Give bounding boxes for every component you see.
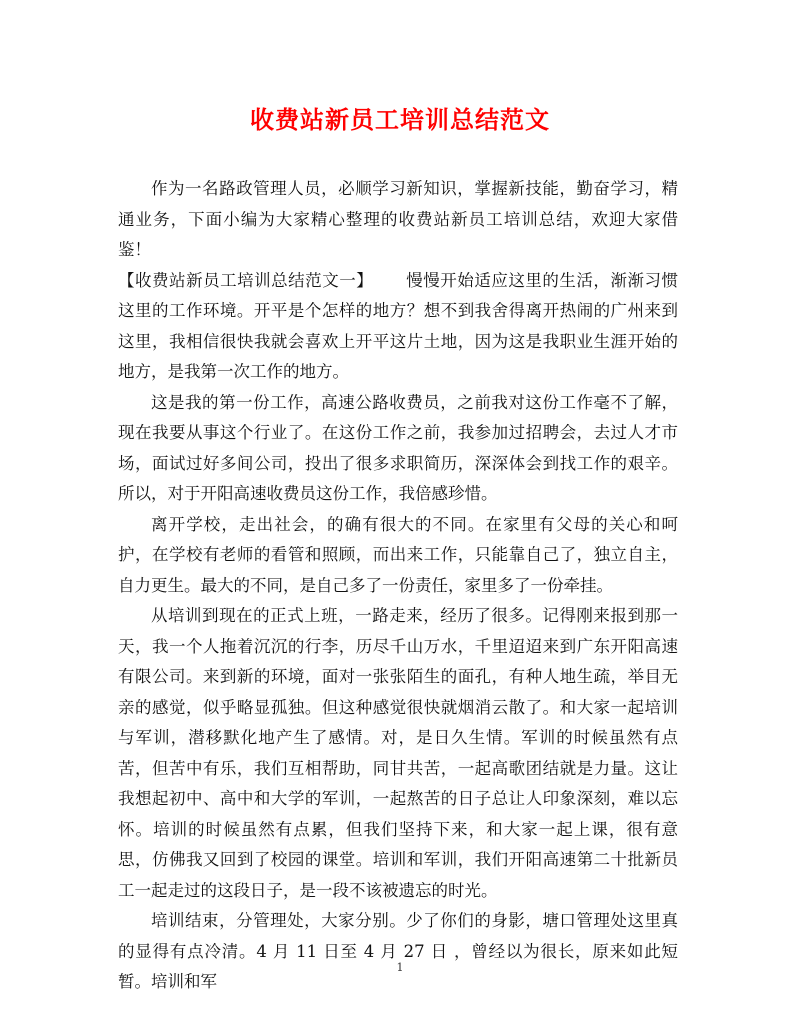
section-heading: 【收费站新员工培训总结范文一】 bbox=[118, 270, 374, 290]
body-paragraph: 这是我的第一份工作，高速公路收费员，之前我对这份工作毫不了解，现在我要从事这个行业了。在这份工作之前，我参加过招聘会，去过人才市场，面试过好多间公司，投出了很多求职简历，深深体会到找工作的艰辛。所以，对于开阳高速收费员这份工作，我倍感珍惜。 bbox=[118, 392, 678, 503]
body-paragraph: 从培训到现在的正式上班，一路走来，经历了很多。记得刚来报到那一天，我一个人拖着沉沉的行李，历尽千山万水，千里迢迢来到广东开阳高速有限公司。来到新的环境，面对一张张陌生的面孔，有种人地生疏，举目无亲的感觉，似乎略显孤独。但这种感觉很快就烟消云散了。和大家一起培训与军训，潜移默化地产生了感情。对，是日久生情。军训的时候虽然有点苦，但苦中有乐，我们互相帮助，同甘共苦，一起高歌团结就是力量。这让我想起初中、高中和大学的军训，一起熬苦的日子总让人印象深刻，难以忘怀。培训的时候虽然有点累，但我们坚持下来，和大家一起上课，很有意思，仿佛我又回到了校园的课堂。培训和军训，我们开阳高速第二十批新员工一起走过的这段日子，是一段不该被遗忘的时光。 bbox=[118, 606, 678, 900]
section-first-paragraph bbox=[118, 266, 678, 388]
paragraph-text: 慢慢开始适应这里的生活，渐渐习惯这里的工作环境。开平是个怎样的地方？想不到我舍得离开热闹的广州来到这里，我相信很快我就会喜欢上开平这片土地，因为这是我职业生涯开始的地方，是我第一次工作的地方。 bbox=[118, 270, 679, 381]
body-paragraph: 培训结束，分管理处，大家分别。少了你们的身影，塘口管理处这里真的显得有点冷清。4 月 11 日至 4 月 27 日 ，曾经以为很长，原来如此短暂。培训和军 bbox=[118, 911, 678, 991]
intro-paragraph: 作为一名路政管理人员，必顺学习新知识，掌握新技能，勤奋学习，精通业务，下面小编为大家精心整理的收费站新员工培训总结，欢迎大家借鉴！ bbox=[118, 179, 678, 259]
page-number: 1 bbox=[396, 961, 404, 974]
page-title: 收费站新员工培训总结范文 bbox=[250, 105, 550, 134]
document-body bbox=[118, 174, 678, 998]
body-paragraph: 离开学校，走出社会，的确有很大的不同。在家里有父母的关心和呵护，在学校有老师的看管和照顾，而出来工作，只能靠自己了，独立自主，自力更生。最大的不同，是自己多了一份责任，家里多了一份牵挂。 bbox=[118, 514, 678, 595]
